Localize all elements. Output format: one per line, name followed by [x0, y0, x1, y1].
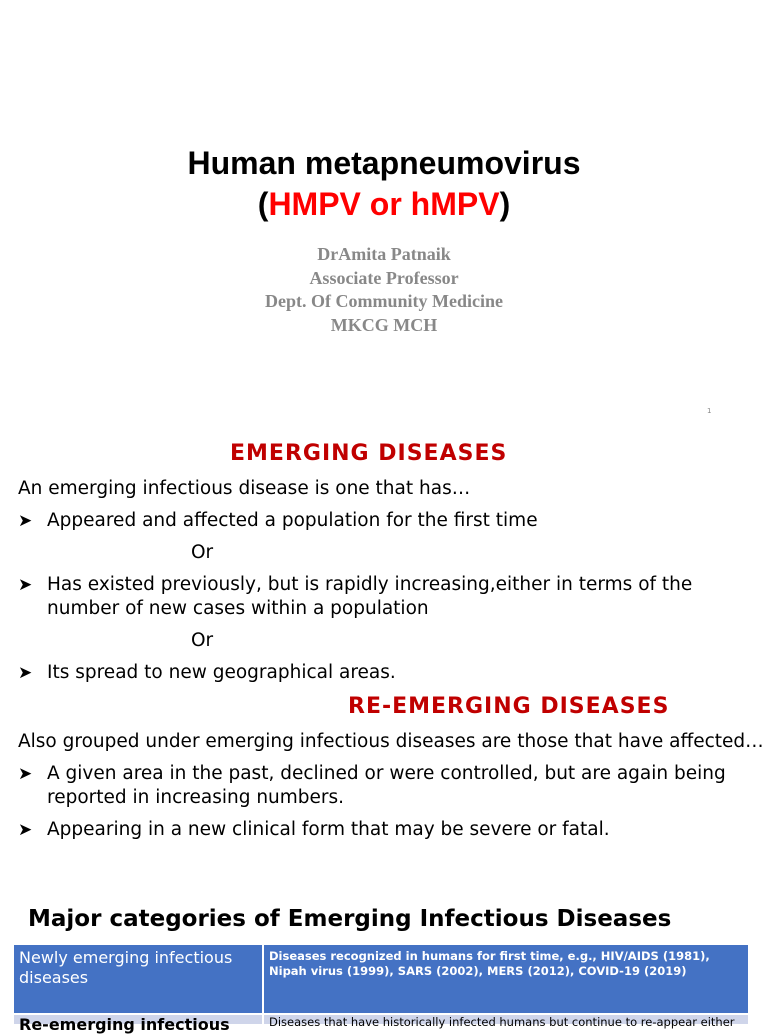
reemerging-heading: RE-EMERGING DISEASES — [348, 694, 670, 719]
arrowhead-bullet-icon: ➤ — [18, 575, 33, 595]
category-cell: Newly emerging infectious diseases — [14, 945, 262, 1013]
arrowhead-bullet-icon: ➤ — [18, 764, 33, 784]
bullet-continuation: reported in increasing numbers. — [47, 787, 345, 808]
reemerging-intro: Also grouped under emerging infectious diseases are those that have affected… — [18, 731, 764, 752]
description-text: Diseases that have historically infected humans but continue to re-appear either — [269, 1015, 735, 1029]
arrowhead-bullet-icon: ➤ — [18, 820, 33, 840]
category-text: Re-emerging infectious — [19, 1015, 230, 1034]
author-name: DrAmita Patnaik — [317, 244, 451, 264]
title-line1: Human metapneumovirus — [187, 145, 581, 181]
bullet-item — [18, 762, 758, 786]
description-cell — [264, 1015, 748, 1029]
author-title: Associate Professor — [309, 268, 459, 288]
bullet-continuation: number of new cases within a population — [47, 598, 429, 619]
arrowhead-bullet-icon: ➤ — [18, 663, 33, 683]
bullet-item — [18, 661, 758, 685]
bullet-text: Appearing in a new clinical form that may be severe or fatal. — [47, 819, 610, 840]
arrowhead-bullet-icon: ➤ — [18, 511, 33, 531]
categories-title: Major categories of Emerging Infectious Diseases — [28, 906, 672, 932]
page-number: 1 — [707, 407, 712, 415]
emerging-intro: An emerging infectious disease is one that has… — [18, 478, 471, 499]
author-dept: Dept. Of Community Medicine — [265, 291, 503, 311]
author-institution: MKCG MCH — [330, 315, 438, 335]
title-close-paren: ) — [499, 186, 511, 222]
category-cell — [14, 1015, 262, 1034]
slide1-title — [0, 143, 768, 183]
bullet-text: Appeared and affected a population for the first time — [47, 510, 538, 531]
bullet-text: Its spread to new geographical areas. — [47, 662, 396, 683]
bullet-item — [18, 818, 758, 842]
bullet-text: A given area in the past, declined or were controlled, but are again being — [47, 763, 726, 784]
emerging-heading: EMERGING DISEASES — [230, 441, 508, 466]
bullet-text: Has existed previously, but is rapidly increasing,either in terms of the — [47, 574, 693, 595]
description-cell: Diseases recognized in humans for first time, e.g., HIV/AIDS (1981), Nipah virus (1999), SARS (2002), MERS (2012), COVID-19 (2019) — [264, 945, 748, 1013]
or-label: Or — [191, 630, 214, 651]
title-open-paren: ( — [257, 186, 269, 222]
title-acronym: HMPV or hMPV — [268, 186, 500, 222]
bullet-item — [18, 573, 758, 597]
categories-table — [14, 945, 748, 1034]
bullet-item — [18, 509, 758, 533]
slide1-subtitle — [0, 184, 768, 224]
or-label: Or — [191, 542, 214, 563]
